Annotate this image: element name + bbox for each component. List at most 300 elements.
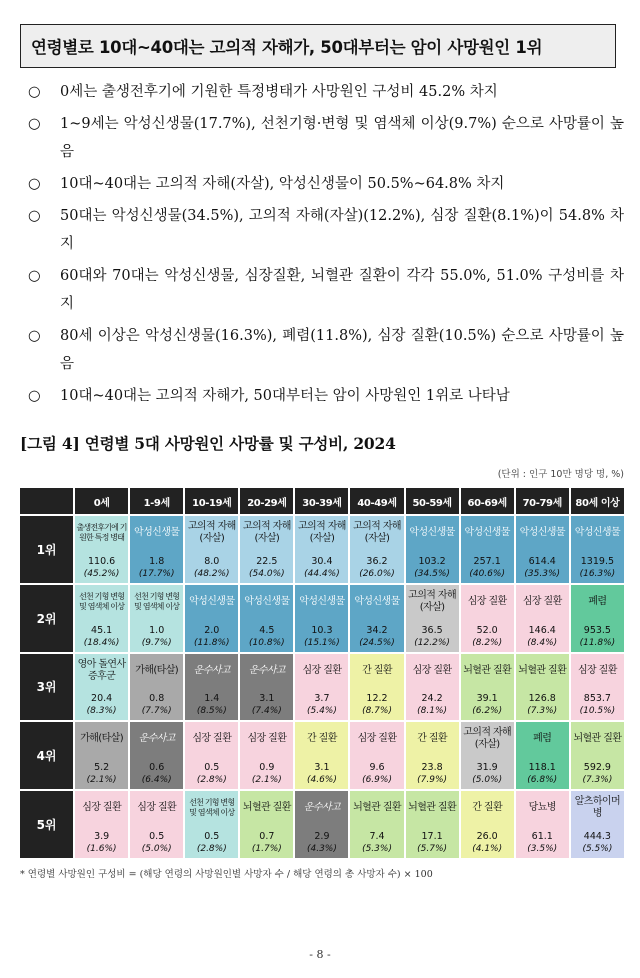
table-cell xyxy=(129,721,184,790)
table-cell xyxy=(129,584,184,653)
table-cell xyxy=(239,653,294,722)
table-cell xyxy=(460,515,515,584)
unit-label: (단위 : 인구 10만 명당 명, %) xyxy=(497,469,624,480)
share-percent: (5.0%) xyxy=(472,775,503,786)
table-cell xyxy=(294,653,349,722)
share-percent: (40.6%) xyxy=(469,568,505,579)
share-percent: (26.0%) xyxy=(359,568,395,579)
death-rate-value: 953.5 xyxy=(583,624,611,636)
table-cell xyxy=(570,584,625,653)
death-rate-value: 3.1 xyxy=(259,693,275,705)
table-row xyxy=(19,790,625,859)
rank-label: 1위 xyxy=(19,515,74,584)
cause-name: 악성신생물 xyxy=(354,595,400,607)
cause-name: 간 질환 xyxy=(472,802,503,814)
table-cell xyxy=(349,790,404,859)
death-rate-value: 20.4 xyxy=(91,693,113,705)
cause-name: 고의적 자해(자살) xyxy=(242,521,291,544)
cell-values xyxy=(472,622,502,649)
cause-name: 뇌혈관 질환 xyxy=(353,802,401,814)
cause-name: 폐렴 xyxy=(533,733,552,745)
share-percent: (4.3%) xyxy=(306,844,337,854)
bullet-mark-icon: ○ xyxy=(28,176,41,192)
section-title-text: 연령별로 10대~40대는 고의적 자해가, 50대부터는 암이 사망원인 1위 xyxy=(31,38,543,57)
death-rate-value: 9.6 xyxy=(369,762,385,774)
death-rate-value: 0.5 xyxy=(204,762,220,774)
table-cell xyxy=(570,515,625,584)
death-rate-value: 4.5 xyxy=(259,624,275,636)
table-cell xyxy=(74,653,129,722)
page-number: - 8 - xyxy=(309,948,331,961)
death-rate-value: 10.3 xyxy=(311,624,333,636)
death-rate-value: 592.9 xyxy=(583,762,611,774)
share-percent: (6.4%) xyxy=(141,775,172,786)
death-rate-value: 36.5 xyxy=(421,624,443,636)
bullet-mark-icon: ○ xyxy=(28,208,41,224)
death-rate-value: 103.2 xyxy=(418,555,446,567)
cause-name: 고의적 자해(자살) xyxy=(187,521,236,544)
cause-name: 악성신생물 xyxy=(519,527,565,538)
figure-title: [그림 4] 연령별 5대 사망원인 사망률 및 구성비, 2024 xyxy=(20,434,396,453)
cell-values xyxy=(362,690,392,717)
death-rate-value: 22.5 xyxy=(256,555,278,567)
cell-values xyxy=(307,828,337,855)
cause-name: 악성신생물 xyxy=(134,527,180,538)
share-percent: (8.3%) xyxy=(86,706,117,717)
share-percent: (48.2%) xyxy=(193,568,230,579)
bullet-item xyxy=(24,322,624,378)
cause-name: 선천 기형 변형 및 염색체 이상 xyxy=(189,798,235,818)
bullet-mark-icon: ○ xyxy=(28,328,41,344)
share-percent: (5.0%) xyxy=(141,844,172,854)
footnote: * 연령별 사망원인 구성비 = (해당 연령의 사망원인별 사망자 수 / 해당 연령의 총 사망자 수) × 100 xyxy=(20,869,433,880)
table-row xyxy=(19,515,625,584)
cause-name: 심장 질환 xyxy=(522,595,562,607)
death-rate-value: 30.4 xyxy=(311,555,333,567)
cause-name: 심장 질환 xyxy=(137,802,177,814)
death-rate-value: 1.0 xyxy=(149,624,165,636)
cause-name: 고의적 자해(자살) xyxy=(297,521,346,544)
bullet-list xyxy=(24,78,624,414)
cell-values xyxy=(527,622,557,649)
cell-values xyxy=(527,690,557,717)
death-rate-value: 26.0 xyxy=(476,831,498,842)
column-header: 10-19세 xyxy=(184,487,239,515)
column-header: 20-29세 xyxy=(239,487,294,515)
share-percent: (5.5%) xyxy=(582,844,613,854)
cause-name: 악성신생물 xyxy=(574,527,621,538)
death-rate-value: 61.1 xyxy=(531,831,553,842)
cell-values xyxy=(142,759,172,786)
table-cell xyxy=(570,790,625,859)
share-percent: (7.3%) xyxy=(527,706,558,717)
cause-name: 뇌혈관 질환 xyxy=(463,664,512,676)
table-cell xyxy=(74,721,129,790)
table-cell xyxy=(294,721,349,790)
table-cell xyxy=(294,515,349,584)
table-cell xyxy=(460,653,515,722)
table-cell xyxy=(184,584,239,653)
death-rate-value: 614.4 xyxy=(528,555,556,567)
cell-values xyxy=(304,553,340,580)
bullet-text: 10대~40대는 고의적 자해(자살), 악성신생물이 50.5%~64.8% 차지 xyxy=(60,176,505,192)
bullet-text: 80세 이상은 악성신생물(16.3%), 폐렴(11.8%), 심장 질환(10.5%) 순으로 사망률이 높음 xyxy=(60,328,624,372)
cell-values xyxy=(84,622,120,649)
share-percent: (16.3%) xyxy=(579,568,616,579)
death-rate-value: 17.1 xyxy=(421,831,443,842)
cause-name: 알츠하이머병 xyxy=(574,796,621,820)
column-header: 0세 xyxy=(74,487,129,515)
cell-values xyxy=(417,690,447,717)
section-title xyxy=(20,24,616,68)
share-percent: (4.6%) xyxy=(306,775,337,786)
cause-name: 간 질환 xyxy=(417,733,447,745)
cause-name: 악성신생물 xyxy=(189,595,235,607)
cell-values xyxy=(252,828,282,855)
share-percent: (2.8%) xyxy=(196,775,227,786)
death-rate-value: 2.9 xyxy=(314,831,330,842)
death-rate-value: 12.2 xyxy=(366,693,388,705)
cause-name: 가해(타살) xyxy=(80,733,124,745)
cell-values xyxy=(87,828,117,855)
cause-name: 간 질환 xyxy=(362,664,392,676)
cell-values xyxy=(142,690,172,717)
cell-values xyxy=(362,759,392,786)
bullet-mark-icon: ○ xyxy=(28,268,41,284)
share-percent: (7.7%) xyxy=(141,706,172,717)
cause-name: 출생전후기에 기원한 특정 병태 xyxy=(76,523,127,542)
cell-values xyxy=(469,553,505,580)
cell-values xyxy=(142,622,172,649)
death-rate-value: 3.7 xyxy=(314,693,330,705)
cause-name: 고의적 자해(자살) xyxy=(353,521,401,544)
cell-values xyxy=(87,759,117,786)
share-percent: (24.5%) xyxy=(359,637,395,648)
cell-values xyxy=(580,553,616,580)
bullet-item xyxy=(24,262,624,318)
death-rate-value: 146.4 xyxy=(528,624,556,636)
cause-name: 심장 질환 xyxy=(247,733,287,745)
share-percent: (1.6%) xyxy=(86,844,117,854)
death-rate-value: 0.7 xyxy=(259,831,275,842)
rank-label: 4위 xyxy=(19,721,74,790)
table-cell xyxy=(184,653,239,722)
cause-name: 당뇨병 xyxy=(528,802,556,814)
table-cell xyxy=(239,721,294,790)
column-header: 60-69세 xyxy=(460,487,515,515)
cause-name: 심장 질환 xyxy=(577,664,617,676)
cell-values xyxy=(472,759,502,786)
share-percent: (5.4%) xyxy=(306,706,337,717)
cell-values xyxy=(197,690,227,717)
death-rate-value: 24.2 xyxy=(421,693,443,705)
death-rate-value: 5.2 xyxy=(94,762,110,774)
bullet-text: 1~9세는 악성신생물(17.7%), 선천기형·변형 및 염색체 이상(9.7%) 순으로 사망률이 높음 xyxy=(60,116,624,160)
table-cell xyxy=(129,515,184,584)
table-cell xyxy=(294,584,349,653)
table-cell xyxy=(405,584,460,653)
cause-name: 폐렴 xyxy=(588,595,607,607)
share-percent: (6.2%) xyxy=(472,706,503,717)
cause-name: 운수사고 xyxy=(138,733,175,745)
death-rate-value: 257.1 xyxy=(473,555,501,567)
death-rate-value: 8.0 xyxy=(204,555,220,567)
share-percent: (8.4%) xyxy=(527,637,558,648)
table-cell xyxy=(349,721,404,790)
cell-values xyxy=(582,828,612,855)
table-cell xyxy=(405,515,460,584)
share-percent: (10.8%) xyxy=(249,637,285,648)
cell-values xyxy=(194,553,230,580)
cell-values xyxy=(417,828,447,855)
cell-values xyxy=(580,622,616,649)
death-rate-value: 126.8 xyxy=(528,693,556,705)
death-rate-value: 0.9 xyxy=(259,762,275,774)
cause-name: 악성신생물 xyxy=(299,595,345,607)
cell-values xyxy=(249,553,285,580)
death-rate-value: 118.1 xyxy=(528,762,556,774)
share-percent: (35.3%) xyxy=(524,568,561,579)
share-percent: (12.2%) xyxy=(414,637,450,648)
table-cell xyxy=(460,584,515,653)
cause-name: 운수사고 xyxy=(193,664,230,676)
cell-values xyxy=(359,622,395,649)
rank-label: 2위 xyxy=(19,584,74,653)
cell-values xyxy=(527,759,557,786)
cause-name: 선천 기형 변형 및 염색체 이상 xyxy=(79,591,125,611)
bullet-text: 10대~40대는 고의적 자해가, 50대부터는 암이 사망원인 1위로 나타남 xyxy=(60,388,510,404)
share-percent: (2.8%) xyxy=(196,844,227,854)
death-rate-value: 3.1 xyxy=(314,762,330,774)
cause-name: 고의적 자해(자살) xyxy=(408,589,457,613)
table-cell xyxy=(184,790,239,859)
death-rate-value: 853.7 xyxy=(583,693,611,705)
share-percent: (3.5%) xyxy=(527,844,558,854)
table-header-row xyxy=(19,487,625,515)
cell-values xyxy=(359,553,395,580)
table-cell xyxy=(294,790,349,859)
bullet-text: 50대는 악성신생물(34.5%), 고의적 자해(자살)(12.2%), 심장 질환(8.1%)이 54.8% 차지 xyxy=(60,208,624,252)
table-cell xyxy=(74,515,129,584)
cause-name: 뇌혈관 질환 xyxy=(242,802,291,814)
death-rate-value: 110.6 xyxy=(88,555,116,567)
share-percent: (15.1%) xyxy=(304,637,340,648)
cell-values xyxy=(527,828,557,855)
bullet-item xyxy=(24,202,624,258)
share-percent: (8.7%) xyxy=(362,706,392,717)
cause-name: 심장 질환 xyxy=(82,802,122,814)
table-cell xyxy=(184,721,239,790)
share-percent: (7.9%) xyxy=(417,775,448,786)
bullet-text: 0세는 출생전후기에 기원한 특정병태가 사망원인 구성비 45.2% 차지 xyxy=(60,84,498,100)
cause-name: 악성신생물 xyxy=(244,595,290,607)
share-percent: (9.7%) xyxy=(141,637,172,648)
table-cell xyxy=(405,790,460,859)
cell-values xyxy=(139,553,175,580)
table-row xyxy=(19,721,625,790)
bullet-item xyxy=(24,110,624,166)
bullet-item xyxy=(24,382,624,410)
share-percent: (17.7%) xyxy=(138,568,175,579)
cause-name: 고의적 자해(자살) xyxy=(463,727,512,751)
table-row xyxy=(19,653,625,722)
cause-name: 간 질환 xyxy=(307,733,337,745)
bullet-text: 60대와 70대는 악성신생물, 심장질환, 뇌혈관 질환이 각각 55.0%, 51.0% 구성비를 차지 xyxy=(60,268,624,312)
cause-name: 영아 돌연사 증후군 xyxy=(77,658,126,682)
header-corner xyxy=(19,487,74,515)
cell-values xyxy=(252,759,282,786)
death-rate-value: 7.4 xyxy=(369,831,385,842)
cause-name: 선천 기형 변형 및 염색체 이상 xyxy=(134,591,180,611)
share-percent: (6.8%) xyxy=(527,775,558,786)
share-percent: (18.4%) xyxy=(83,637,120,648)
cause-name: 심장 질환 xyxy=(467,595,507,607)
share-percent: (7.4%) xyxy=(251,706,282,717)
table-cell xyxy=(515,721,570,790)
death-rate-value: 36.2 xyxy=(366,555,388,567)
share-percent: (34.5%) xyxy=(414,568,450,579)
share-percent: (6.9%) xyxy=(362,775,392,786)
cell-values xyxy=(582,759,612,786)
cell-values xyxy=(197,759,227,786)
cause-name: 뇌혈관 질환 xyxy=(518,664,567,676)
table-cell xyxy=(349,653,404,722)
share-percent: (1.7%) xyxy=(251,844,282,854)
death-rate-value: 1.4 xyxy=(204,693,220,705)
death-rate-value: 0.8 xyxy=(149,693,165,705)
table-cell xyxy=(74,584,129,653)
cell-values xyxy=(197,828,227,855)
cause-name: 뇌혈관 질환 xyxy=(408,802,457,814)
column-header: 80세 이상 xyxy=(570,487,625,515)
share-percent: (2.1%) xyxy=(251,775,282,786)
share-percent: (7.3%) xyxy=(582,775,613,786)
share-percent: (44.4%) xyxy=(304,568,340,579)
death-rate-value: 0.5 xyxy=(204,831,220,842)
column-header: 1-9세 xyxy=(129,487,184,515)
death-rate-value: 1.8 xyxy=(149,555,165,567)
column-header: 40-49세 xyxy=(349,487,404,515)
table-cell xyxy=(184,515,239,584)
death-rate-value: 39.1 xyxy=(476,693,498,705)
table-cell xyxy=(349,584,404,653)
cell-values xyxy=(580,690,616,717)
cause-of-death-table xyxy=(18,486,626,860)
cause-name: 가해(타살) xyxy=(135,664,179,676)
table-cell xyxy=(129,653,184,722)
death-rate-value: 444.3 xyxy=(583,831,611,842)
bullet-mark-icon: ○ xyxy=(28,116,41,132)
table-cell xyxy=(239,515,294,584)
cause-name: 심장 질환 xyxy=(192,733,232,745)
cause-name: 운수사고 xyxy=(303,802,341,814)
bullet-item xyxy=(24,78,624,106)
share-percent: (45.2%) xyxy=(83,568,120,579)
table-row xyxy=(19,584,625,653)
share-percent: (11.8%) xyxy=(579,637,616,648)
table-cell xyxy=(515,515,570,584)
cell-values xyxy=(84,553,120,580)
death-rate-value: 1319.5 xyxy=(580,555,615,567)
cause-name: 심장 질환 xyxy=(412,664,452,676)
cause-name: 악성신생물 xyxy=(464,527,510,538)
cell-values xyxy=(414,622,450,649)
cell-values xyxy=(307,759,337,786)
bullet-mark-icon: ○ xyxy=(28,84,41,100)
cell-values xyxy=(362,828,392,855)
table-cell xyxy=(129,790,184,859)
death-rate-value: 3.9 xyxy=(94,831,110,842)
column-header: 70-79세 xyxy=(515,487,570,515)
share-percent: (8.5%) xyxy=(196,706,227,717)
table-cell xyxy=(405,653,460,722)
share-percent: (10.5%) xyxy=(579,706,616,717)
cause-name: 뇌혈관 질환 xyxy=(573,733,622,745)
column-header: 50-59세 xyxy=(405,487,460,515)
table-cell xyxy=(515,584,570,653)
cell-values xyxy=(249,622,285,649)
table-cell xyxy=(570,653,625,722)
bullet-item xyxy=(24,170,624,198)
share-percent: (2.1%) xyxy=(86,775,117,786)
cause-name: 운수사고 xyxy=(248,664,285,676)
bullet-mark-icon: ○ xyxy=(28,388,41,404)
table-cell xyxy=(74,790,129,859)
death-rate-value: 23.8 xyxy=(421,762,443,774)
table-cell xyxy=(570,721,625,790)
table-cell xyxy=(239,790,294,859)
cell-values xyxy=(142,828,172,855)
cell-values xyxy=(87,690,117,717)
share-percent: (54.0%) xyxy=(249,568,285,579)
cause-name: 악성신생물 xyxy=(409,527,455,538)
cause-name: 심장 질환 xyxy=(357,733,397,745)
cell-values xyxy=(414,553,450,580)
table-cell xyxy=(349,515,404,584)
cause-name: 심장 질환 xyxy=(302,664,342,676)
table-cell xyxy=(515,790,570,859)
share-percent: (8.1%) xyxy=(417,706,448,717)
death-rate-value: 45.1 xyxy=(91,624,113,636)
death-rate-value: 52.0 xyxy=(476,624,498,636)
cell-values xyxy=(417,759,447,786)
rank-label: 3위 xyxy=(19,653,74,722)
cell-values xyxy=(524,553,560,580)
cell-values xyxy=(472,828,502,855)
death-rate-value: 2.0 xyxy=(204,624,220,636)
rank-label: 5위 xyxy=(19,790,74,859)
death-rate-value: 0.6 xyxy=(149,762,165,774)
cell-values xyxy=(307,690,337,717)
table-cell xyxy=(405,721,460,790)
cell-values xyxy=(472,690,502,717)
table-cell xyxy=(460,790,515,859)
share-percent: (5.3%) xyxy=(362,844,392,854)
death-rate-value: 31.9 xyxy=(476,762,498,774)
share-percent: (5.7%) xyxy=(417,844,448,854)
death-rate-value: 0.5 xyxy=(149,831,165,842)
column-header: 30-39세 xyxy=(294,487,349,515)
share-percent: (4.1%) xyxy=(472,844,503,854)
cell-values xyxy=(252,690,282,717)
table-cell xyxy=(239,584,294,653)
share-percent: (11.8%) xyxy=(193,637,230,648)
death-rate-value: 34.2 xyxy=(366,624,388,636)
table-cell xyxy=(460,721,515,790)
share-percent: (8.2%) xyxy=(472,637,503,648)
cell-values xyxy=(194,622,230,649)
table-cell xyxy=(515,653,570,722)
